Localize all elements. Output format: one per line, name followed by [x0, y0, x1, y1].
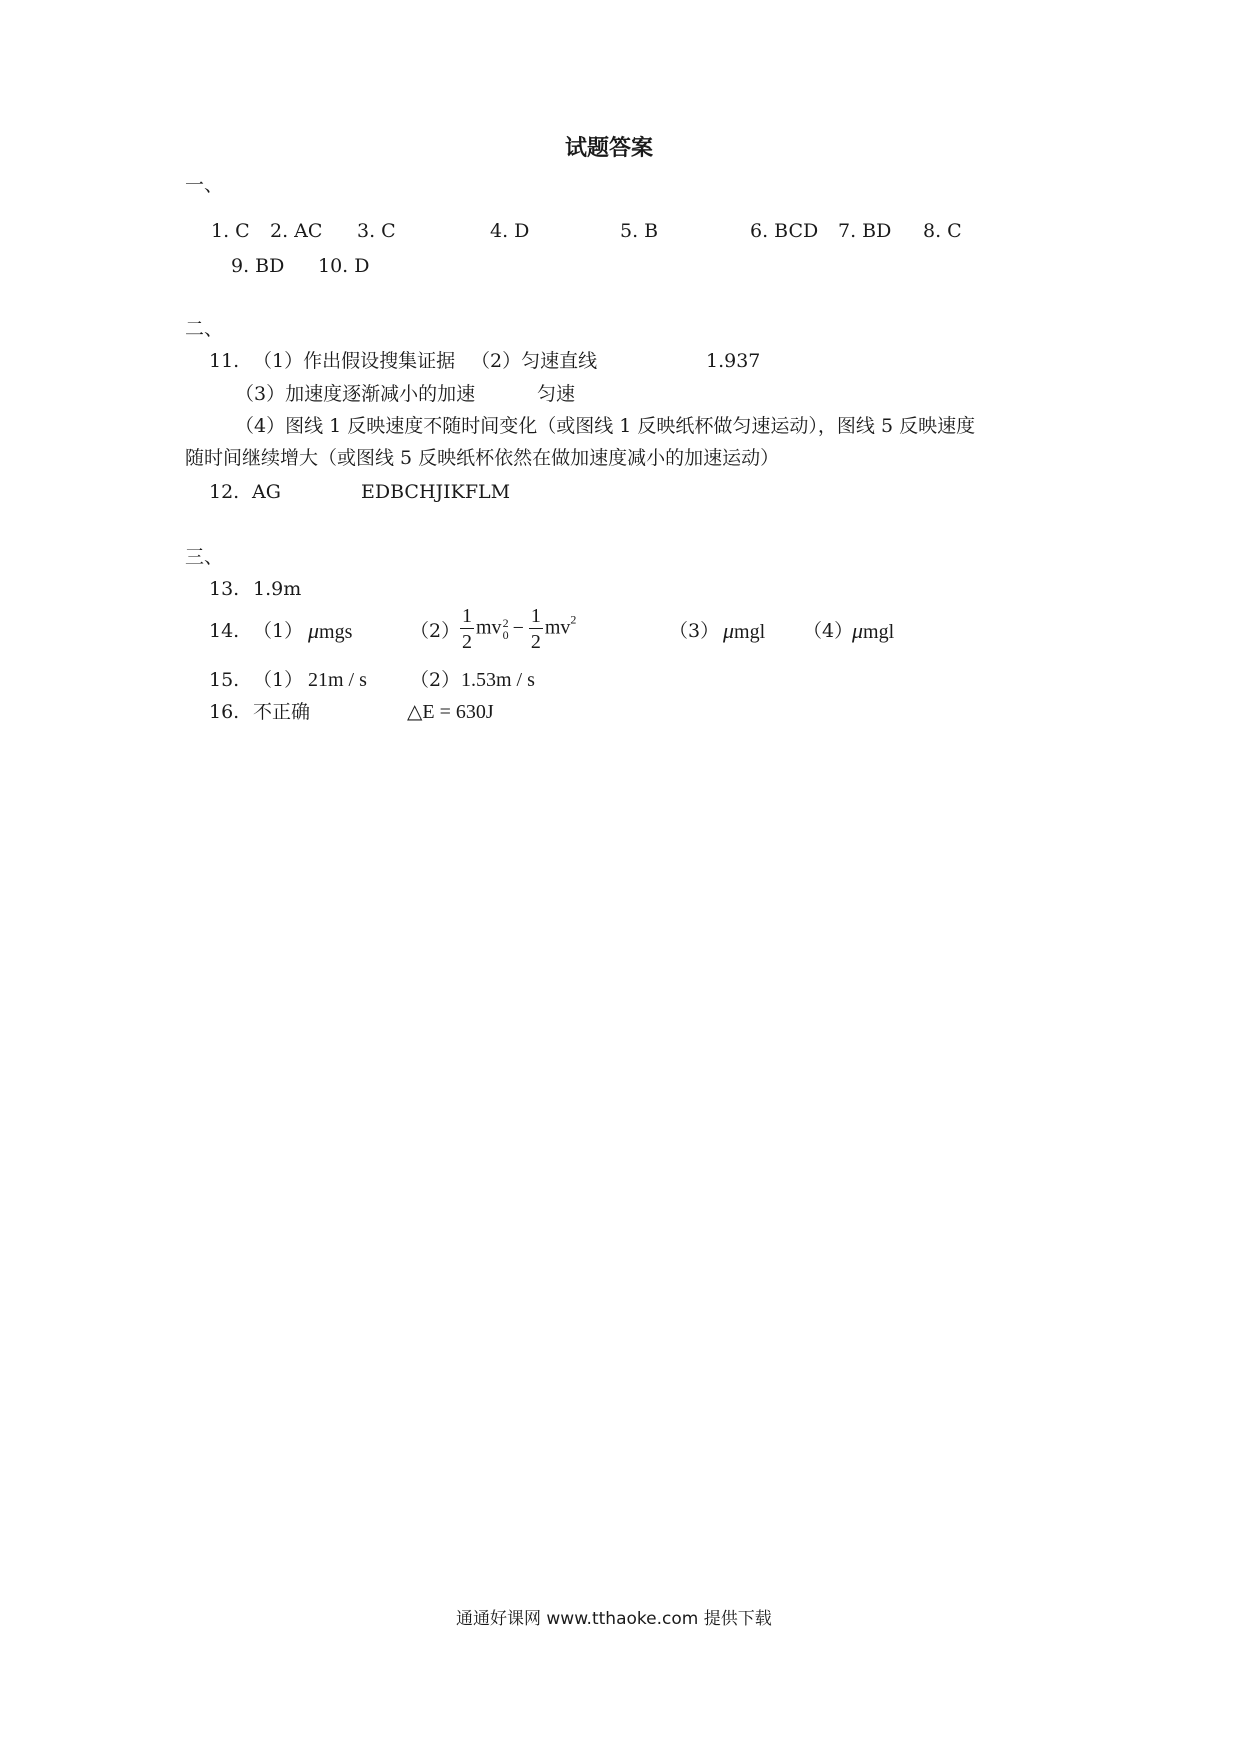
q11-part2: （2）匀速直线 [471, 350, 598, 372]
q12-number: 12. [209, 481, 240, 503]
q14-part4: （4） [803, 620, 854, 642]
q12-answer-b: EDBCHJIKFLM [361, 481, 511, 503]
answer-3: 3. C [357, 220, 396, 242]
q11-value: 1.937 [706, 350, 761, 372]
q11-part3-answer: 匀速 [537, 383, 576, 405]
answer-5: 5. B [620, 220, 659, 242]
q11-part3: （3）加速度逐渐减小的加速 [235, 383, 476, 405]
q14-answer2-formula: $\frac{1}{2}$ mv 2 0 − $\frac{1}{2}$ $mv^2$ [462, 605, 577, 653]
q14-part3: （3） [669, 620, 720, 642]
answer-8: 8. C [923, 220, 962, 242]
q13-number: 13. [209, 578, 240, 600]
section-3-label: 三、 [185, 546, 224, 568]
answer-9: 9. BD [231, 255, 285, 277]
q14-answer1: μmgs [308, 618, 353, 643]
q14-answer4: μmgl [852, 618, 895, 643]
q15-number: 15. [209, 669, 240, 691]
q13-answer: 1.9m [253, 578, 302, 600]
q14-part2: （2） [410, 620, 461, 642]
q16-number: 16. [209, 701, 240, 723]
q12-answer-a: AG [252, 481, 281, 503]
q11-part4-line2: 随时间继续增大（或图线 5 反映纸杯依然在做加速度减小的加速运动） [185, 447, 780, 469]
answer-4: 4. D [490, 220, 530, 242]
q14-part1: （1） [253, 620, 304, 642]
q15-answer1: 21m / s [308, 669, 367, 691]
q16-answer-b: △E = 630J [407, 701, 494, 723]
answer-1: 1. C [211, 220, 250, 242]
q11-part1: （1）作出假设搜集证据 [253, 350, 456, 372]
q11-part4-line1: （4）图线 1 反映速度不随时间变化（或图线 1 反映纸杯做匀速运动），图线 5 反映速度 [235, 415, 976, 437]
q15-answer2: 1.53m / s [461, 669, 535, 691]
q15-part2: （2） [410, 669, 461, 691]
q16-answer-a: 不正确 [253, 701, 311, 723]
answer-7: 7. BD [838, 220, 892, 242]
q14-number: 14. [209, 620, 240, 642]
section-1-label: 一、 [185, 174, 224, 196]
page-title: 试题答案 [565, 136, 654, 161]
footer-text: 通通好课网 www.tthaoke.com 提供下载 [456, 1609, 772, 1629]
answer-2: 2. AC [270, 220, 323, 242]
q15-part1: （1） [253, 669, 304, 691]
answer-6: 6. BCD [750, 220, 819, 242]
q11-number: 11. [209, 350, 240, 372]
q14-answer3: μmgl [723, 618, 766, 643]
section-2-label: 二、 [185, 318, 224, 340]
answer-10: 10. D [318, 255, 370, 277]
